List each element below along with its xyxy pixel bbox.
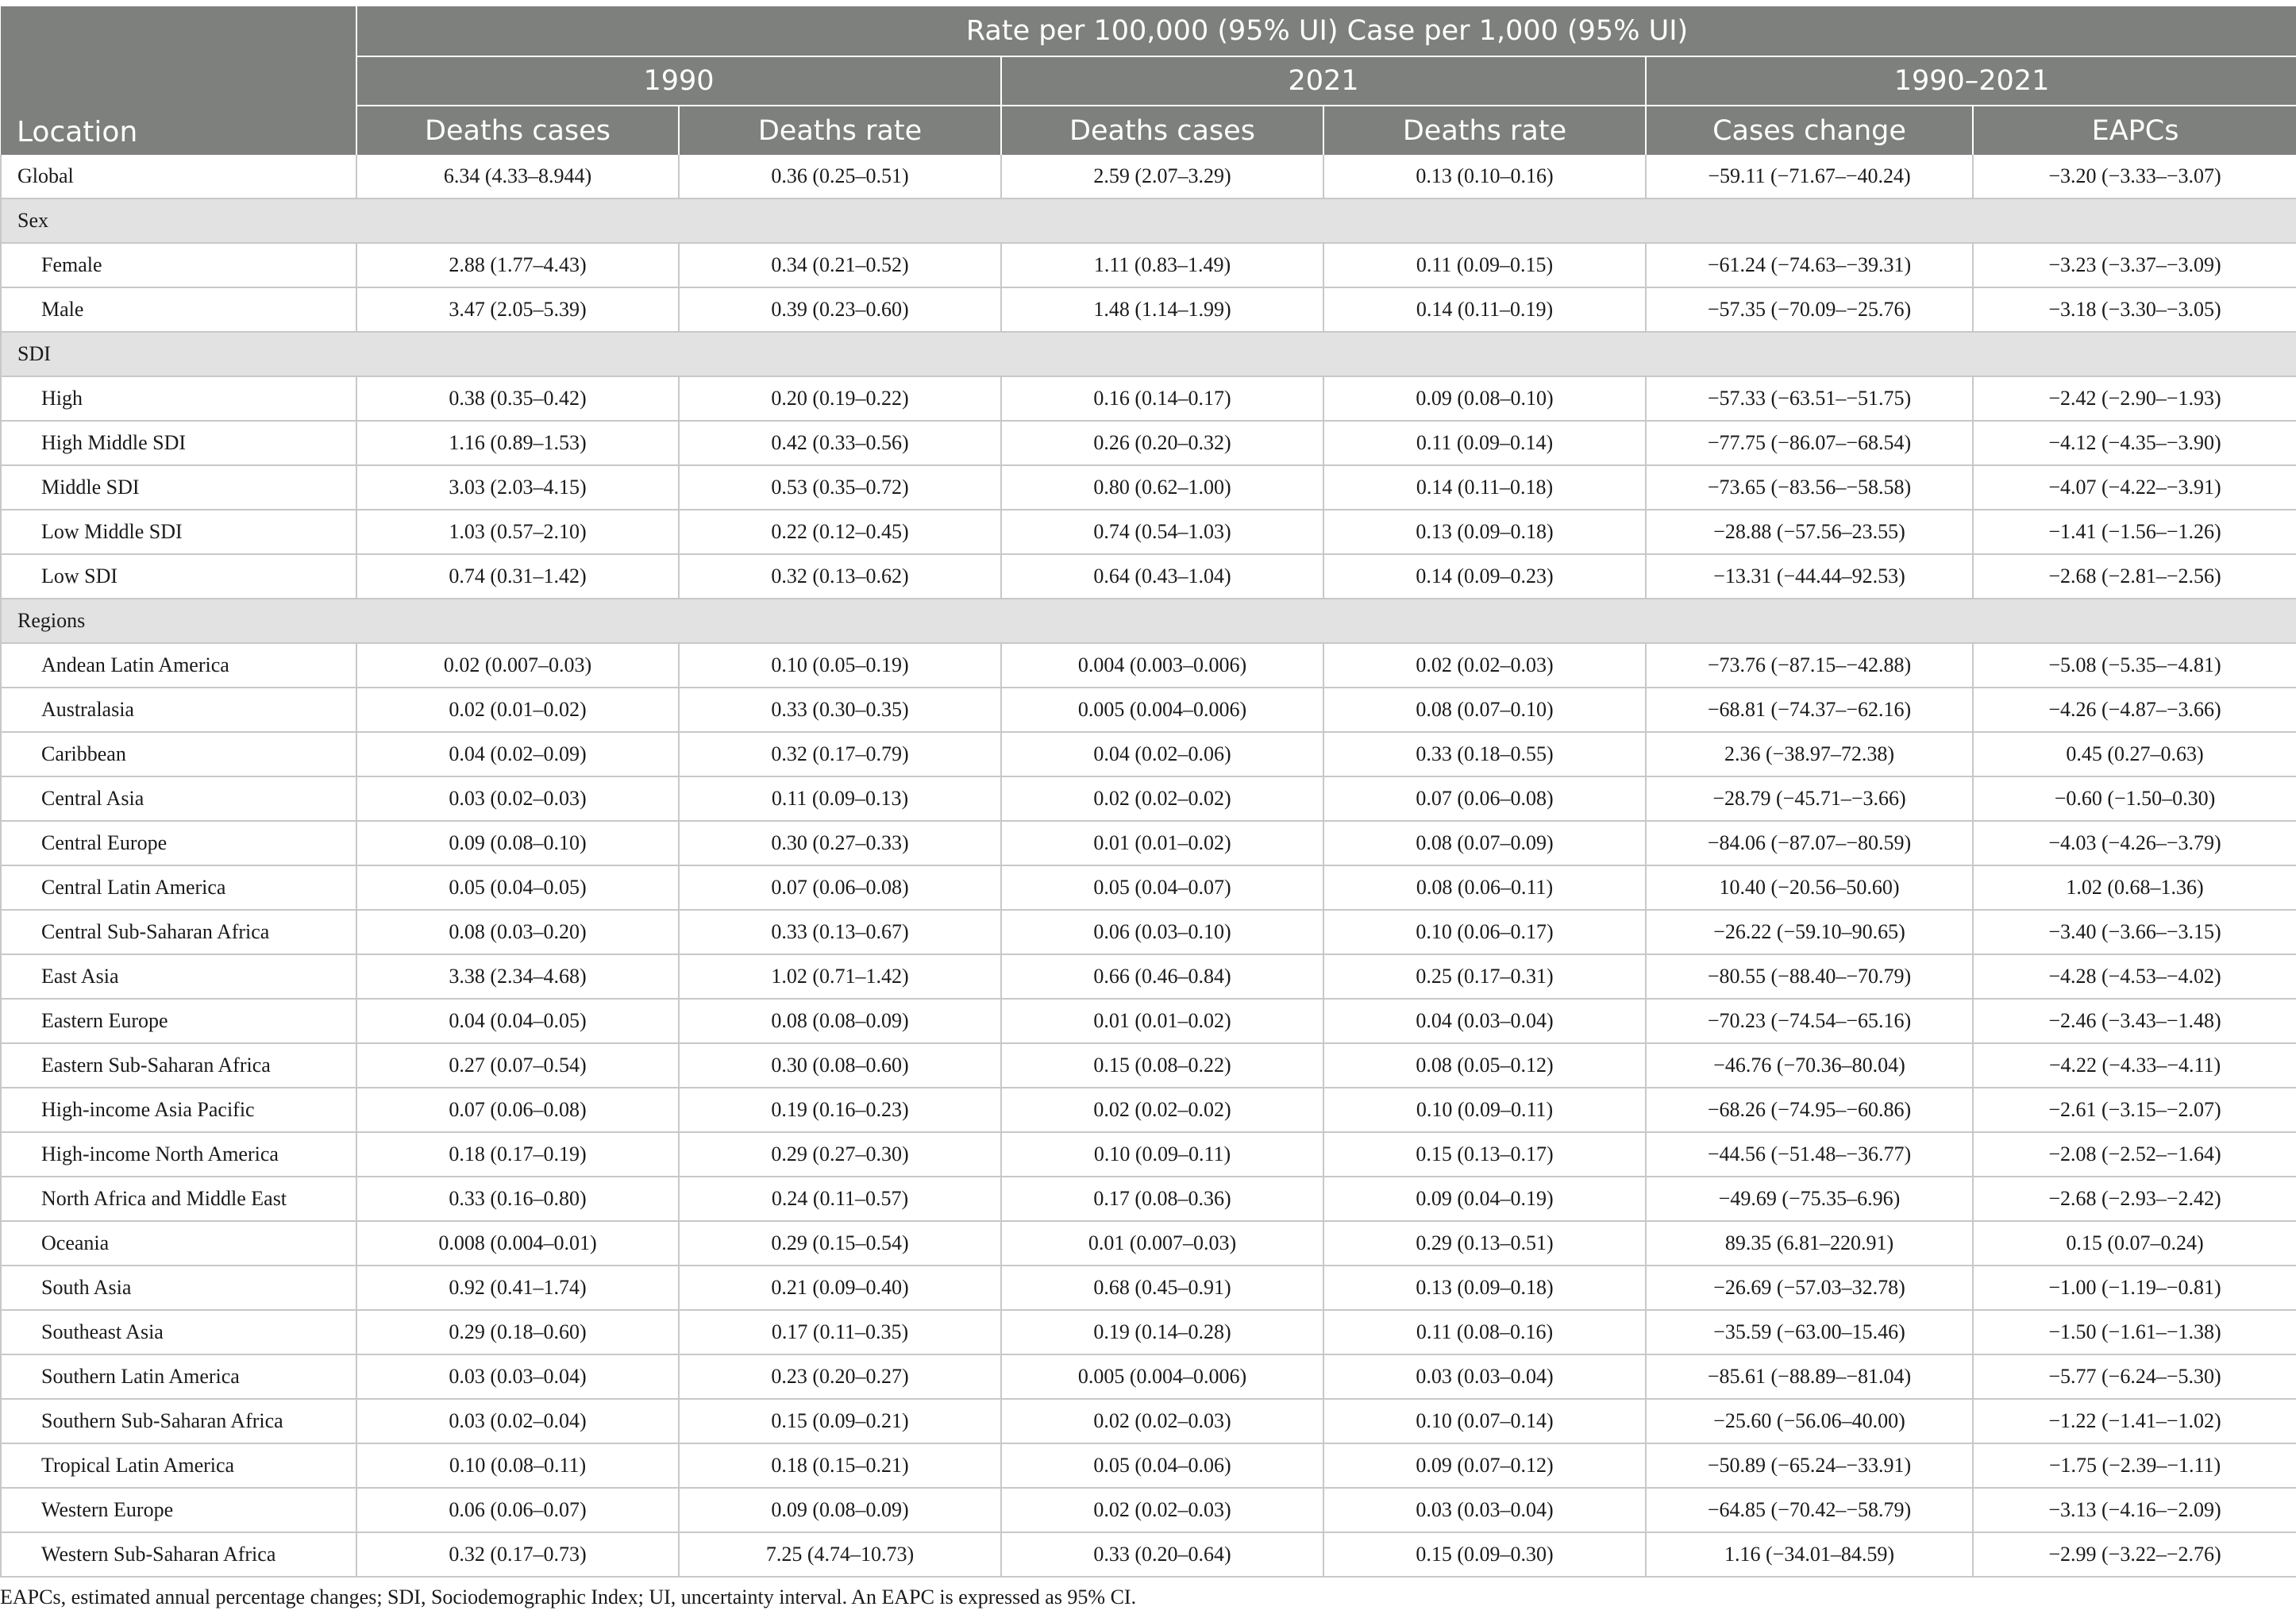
- value-cell: 0.02 (0.02–0.03): [1323, 643, 1646, 688]
- value-cell: −3.13 (−4.16–−2.09): [1973, 1488, 2296, 1532]
- value-cell: 10.40 (−20.56–50.60): [1646, 865, 1973, 910]
- value-cell: 1.03 (0.57–2.10): [356, 510, 679, 554]
- value-cell: −1.50 (−1.61–−1.38): [1973, 1310, 2296, 1354]
- location-cell: Andean Latin America: [1, 643, 356, 688]
- table-row: [1, 1132, 2296, 1177]
- value-cell: −3.23 (−3.37–−3.09): [1973, 243, 2296, 287]
- value-cell: −80.55 (−88.40–−70.79): [1646, 954, 1973, 999]
- value-cell: 0.20 (0.19–0.22): [679, 376, 1001, 421]
- value-cell: 0.09 (0.08–0.09): [679, 1488, 1001, 1532]
- value-cell: 0.21 (0.09–0.40): [679, 1266, 1001, 1310]
- location-cell: Low Middle SDI: [1, 510, 356, 554]
- value-cell: 2.88 (1.77–4.43): [356, 243, 679, 287]
- value-cell: 0.14 (0.11–0.19): [1323, 287, 1646, 332]
- location-cell: Southern Latin America: [1, 1354, 356, 1399]
- value-cell: 0.09 (0.08–0.10): [1323, 376, 1646, 421]
- value-cell: 0.34 (0.21–0.52): [679, 243, 1001, 287]
- value-cell: 0.02 (0.02–0.02): [1001, 776, 1323, 821]
- data-table-container: [0, 6, 2296, 1578]
- value-cell: 0.10 (0.09–0.11): [1323, 1088, 1646, 1132]
- location-cell: Australasia: [1, 688, 356, 732]
- value-cell: 0.32 (0.17–0.79): [679, 732, 1001, 776]
- value-cell: 0.29 (0.18–0.60): [356, 1310, 679, 1354]
- location-cell: Southeast Asia: [1, 1310, 356, 1354]
- value-cell: 2.59 (2.07–3.29): [1001, 155, 1323, 198]
- column-header: EAPCs: [1973, 106, 2296, 155]
- value-cell: 0.03 (0.02–0.03): [356, 776, 679, 821]
- table-row: [1, 554, 2296, 599]
- value-cell: −2.46 (−3.43–−1.48): [1973, 999, 2296, 1043]
- value-cell: −77.75 (−86.07–−68.54): [1646, 421, 1973, 465]
- table-row: [1, 1221, 2296, 1266]
- table-row: [1, 821, 2296, 865]
- value-cell: 0.08 (0.05–0.12): [1323, 1043, 1646, 1088]
- column-header: Deaths cases: [1001, 106, 1323, 155]
- value-cell: −4.03 (−4.26–−3.79): [1973, 821, 2296, 865]
- value-cell: 0.19 (0.16–0.23): [679, 1088, 1001, 1132]
- value-cell: 0.38 (0.35–0.42): [356, 376, 679, 421]
- value-cell: −28.88 (−57.56–23.55): [1646, 510, 1973, 554]
- value-cell: 0.005 (0.004–0.006): [1001, 1354, 1323, 1399]
- value-cell: −70.23 (−74.54–−65.16): [1646, 999, 1973, 1043]
- value-cell: 0.92 (0.41–1.74): [356, 1266, 679, 1310]
- location-cell: Central Sub-Saharan Africa: [1, 910, 356, 954]
- value-cell: 0.14 (0.09–0.23): [1323, 554, 1646, 599]
- value-cell: 0.29 (0.13–0.51): [1323, 1221, 1646, 1266]
- value-cell: −0.60 (−1.50–0.30): [1973, 776, 2296, 821]
- value-cell: 0.18 (0.17–0.19): [356, 1132, 679, 1177]
- table-row: [1, 1443, 2296, 1488]
- value-cell: 1.48 (1.14–1.99): [1001, 287, 1323, 332]
- value-cell: 0.66 (0.46–0.84): [1001, 954, 1323, 999]
- value-cell: 0.07 (0.06–0.08): [1323, 776, 1646, 821]
- value-cell: 0.03 (0.02–0.04): [356, 1399, 679, 1443]
- value-cell: 0.10 (0.07–0.14): [1323, 1399, 1646, 1443]
- value-cell: 1.16 (−34.01–84.59): [1646, 1532, 1973, 1577]
- value-cell: 0.08 (0.03–0.20): [356, 910, 679, 954]
- value-cell: 0.17 (0.11–0.35): [679, 1310, 1001, 1354]
- value-cell: 0.11 (0.09–0.13): [679, 776, 1001, 821]
- value-cell: 0.26 (0.20–0.32): [1001, 421, 1323, 465]
- value-cell: 0.11 (0.08–0.16): [1323, 1310, 1646, 1354]
- location-cell: Eastern Sub-Saharan Africa: [1, 1043, 356, 1088]
- value-cell: 0.13 (0.09–0.18): [1323, 510, 1646, 554]
- table-row: [1, 243, 2296, 287]
- table-row: [1, 1043, 2296, 1088]
- column-header: Deaths cases: [356, 106, 679, 155]
- value-cell: 0.15 (0.07–0.24): [1973, 1221, 2296, 1266]
- table-row: [1, 155, 2296, 198]
- value-cell: −5.08 (−5.35–−4.81): [1973, 643, 2296, 688]
- value-cell: 0.27 (0.07–0.54): [356, 1043, 679, 1088]
- value-cell: 0.80 (0.62–1.00): [1001, 465, 1323, 510]
- table-header: [1, 6, 2296, 155]
- value-cell: 0.16 (0.14–0.17): [1001, 376, 1323, 421]
- value-cell: −3.18 (−3.30–−3.05): [1973, 287, 2296, 332]
- value-cell: −85.61 (−88.89–−81.04): [1646, 1354, 1973, 1399]
- value-cell: 0.64 (0.43–1.04): [1001, 554, 1323, 599]
- location-cell: North Africa and Middle East: [1, 1177, 356, 1221]
- value-cell: 0.10 (0.09–0.11): [1001, 1132, 1323, 1177]
- value-cell: −68.81 (−74.37–−62.16): [1646, 688, 1973, 732]
- value-cell: 0.18 (0.15–0.21): [679, 1443, 1001, 1488]
- section-label: Regions: [1, 599, 2296, 643]
- table-row: [1, 465, 2296, 510]
- value-cell: 3.38 (2.34–4.68): [356, 954, 679, 999]
- table-row: [1, 1310, 2296, 1354]
- value-cell: 2.36 (−38.97–72.38): [1646, 732, 1973, 776]
- table-row: [1, 1088, 2296, 1132]
- column-header: Deaths rate: [679, 106, 1001, 155]
- column-header: Deaths rate: [1323, 106, 1646, 155]
- location-cell: Southern Sub-Saharan Africa: [1, 1399, 356, 1443]
- value-cell: 0.22 (0.12–0.45): [679, 510, 1001, 554]
- value-cell: −4.26 (−4.87–−3.66): [1973, 688, 2296, 732]
- table-row: [1, 910, 2296, 954]
- value-cell: 0.15 (0.08–0.22): [1001, 1043, 1323, 1088]
- value-cell: 0.30 (0.27–0.33): [679, 821, 1001, 865]
- value-cell: 0.29 (0.15–0.54): [679, 1221, 1001, 1266]
- location-cell: Oceania: [1, 1221, 356, 1266]
- value-cell: 0.09 (0.04–0.19): [1323, 1177, 1646, 1221]
- value-cell: 0.33 (0.18–0.55): [1323, 732, 1646, 776]
- value-cell: 0.13 (0.10–0.16): [1323, 155, 1646, 198]
- table-row: [1, 776, 2296, 821]
- value-cell: −2.61 (−3.15–−2.07): [1973, 1088, 2296, 1132]
- value-cell: 0.02 (0.02–0.03): [1001, 1488, 1323, 1532]
- value-cell: −49.69 (−75.35–6.96): [1646, 1177, 1973, 1221]
- value-cell: 0.04 (0.03–0.04): [1323, 999, 1646, 1043]
- value-cell: 0.53 (0.35–0.72): [679, 465, 1001, 510]
- value-cell: 0.03 (0.03–0.04): [1323, 1354, 1646, 1399]
- value-cell: 0.09 (0.07–0.12): [1323, 1443, 1646, 1488]
- value-cell: 0.10 (0.06–0.17): [1323, 910, 1646, 954]
- value-cell: −4.28 (−4.53–−4.02): [1973, 954, 2296, 999]
- table-row: [1, 1354, 2296, 1399]
- location-cell: High-income North America: [1, 1132, 356, 1177]
- value-cell: −26.22 (−59.10–90.65): [1646, 910, 1973, 954]
- value-cell: 0.33 (0.16–0.80): [356, 1177, 679, 1221]
- value-cell: 0.09 (0.08–0.10): [356, 821, 679, 865]
- value-cell: −25.60 (−56.06–40.00): [1646, 1399, 1973, 1443]
- table-row: [1, 643, 2296, 688]
- value-cell: 3.47 (2.05–5.39): [356, 287, 679, 332]
- table-row: [1, 688, 2296, 732]
- value-cell: 0.06 (0.03–0.10): [1001, 910, 1323, 954]
- value-cell: −3.20 (−3.33–−3.07): [1973, 155, 2296, 198]
- location-cell: Eastern Europe: [1, 999, 356, 1043]
- location-cell: Western Europe: [1, 1488, 356, 1532]
- value-cell: 1.02 (0.68–1.36): [1973, 865, 2296, 910]
- table-row: [1, 1532, 2296, 1577]
- value-cell: 1.11 (0.83–1.49): [1001, 243, 1323, 287]
- section-row: [1, 198, 2296, 243]
- value-cell: 0.13 (0.09–0.18): [1323, 1266, 1646, 1310]
- value-cell: −2.68 (−2.81–−2.56): [1973, 554, 2296, 599]
- location-cell: High: [1, 376, 356, 421]
- value-cell: −1.00 (−1.19–−0.81): [1973, 1266, 2296, 1310]
- location-column-header: Location: [1, 6, 356, 155]
- year-header-2021: 2021: [1001, 56, 1646, 106]
- value-cell: 0.33 (0.30–0.35): [679, 688, 1001, 732]
- value-cell: 0.06 (0.06–0.07): [356, 1488, 679, 1532]
- value-cell: 0.08 (0.06–0.11): [1323, 865, 1646, 910]
- value-cell: −59.11 (−71.67–−40.24): [1646, 155, 1973, 198]
- value-cell: −1.75 (−2.39–−1.11): [1973, 1443, 2296, 1488]
- table-row: [1, 1488, 2296, 1532]
- value-cell: 0.11 (0.09–0.14): [1323, 421, 1646, 465]
- value-cell: 0.03 (0.03–0.04): [1323, 1488, 1646, 1532]
- value-cell: 0.11 (0.09–0.15): [1323, 243, 1646, 287]
- value-cell: 0.23 (0.20–0.27): [679, 1354, 1001, 1399]
- value-cell: 0.02 (0.02–0.02): [1001, 1088, 1323, 1132]
- value-cell: 0.74 (0.31–1.42): [356, 554, 679, 599]
- value-cell: 0.01 (0.01–0.02): [1001, 821, 1323, 865]
- value-cell: 7.25 (4.74–10.73): [679, 1532, 1001, 1577]
- value-cell: −4.12 (−4.35–−3.90): [1973, 421, 2296, 465]
- value-cell: −61.24 (−74.63–−39.31): [1646, 243, 1973, 287]
- value-cell: 0.08 (0.07–0.10): [1323, 688, 1646, 732]
- value-cell: 0.04 (0.02–0.09): [356, 732, 679, 776]
- value-cell: 0.19 (0.14–0.28): [1001, 1310, 1323, 1354]
- value-cell: −44.56 (−51.48–−36.77): [1646, 1132, 1973, 1177]
- location-cell: Female: [1, 243, 356, 287]
- value-cell: 0.14 (0.11–0.18): [1323, 465, 1646, 510]
- table-row: [1, 1399, 2296, 1443]
- value-cell: −73.65 (−83.56–−58.58): [1646, 465, 1973, 510]
- value-cell: 0.29 (0.27–0.30): [679, 1132, 1001, 1177]
- value-cell: −28.79 (−45.71–−3.66): [1646, 776, 1973, 821]
- value-cell: 0.01 (0.007–0.03): [1001, 1221, 1323, 1266]
- value-cell: 1.02 (0.71–1.42): [679, 954, 1001, 999]
- column-header: Cases change: [1646, 106, 1973, 155]
- value-cell: 0.74 (0.54–1.03): [1001, 510, 1323, 554]
- value-cell: −57.33 (−63.51–−51.75): [1646, 376, 1973, 421]
- table-row: [1, 510, 2296, 554]
- section-label: SDI: [1, 332, 2296, 376]
- value-cell: 0.04 (0.02–0.06): [1001, 732, 1323, 776]
- value-cell: 0.33 (0.13–0.67): [679, 910, 1001, 954]
- table-body: [1, 155, 2296, 1577]
- location-cell: High-income Asia Pacific: [1, 1088, 356, 1132]
- value-cell: 0.02 (0.02–0.03): [1001, 1399, 1323, 1443]
- value-cell: −68.26 (−74.95–−60.86): [1646, 1088, 1973, 1132]
- location-cell: South Asia: [1, 1266, 356, 1310]
- table-row: [1, 1177, 2296, 1221]
- value-cell: −35.59 (−63.00–15.46): [1646, 1310, 1973, 1354]
- value-cell: −46.76 (−70.36–80.04): [1646, 1043, 1973, 1088]
- value-cell: −4.07 (−4.22–−3.91): [1973, 465, 2296, 510]
- location-cell: Caribbean: [1, 732, 356, 776]
- value-cell: 0.33 (0.20–0.64): [1001, 1532, 1323, 1577]
- value-cell: 0.17 (0.08–0.36): [1001, 1177, 1323, 1221]
- value-cell: 0.04 (0.04–0.05): [356, 999, 679, 1043]
- value-cell: −2.99 (−3.22–−2.76): [1973, 1532, 2296, 1577]
- value-cell: 0.004 (0.003–0.006): [1001, 643, 1323, 688]
- value-cell: 0.10 (0.08–0.11): [356, 1443, 679, 1488]
- value-cell: −2.42 (−2.90–−1.93): [1973, 376, 2296, 421]
- value-cell: 0.08 (0.08–0.09): [679, 999, 1001, 1043]
- data-table: [0, 6, 2296, 1578]
- location-cell: Central Europe: [1, 821, 356, 865]
- value-cell: 0.02 (0.01–0.02): [356, 688, 679, 732]
- table-row: [1, 1266, 2296, 1310]
- value-cell: −84.06 (−87.07–−80.59): [1646, 821, 1973, 865]
- value-cell: −64.85 (−70.42–−58.79): [1646, 1488, 1973, 1532]
- value-cell: 6.34 (4.33–8.944): [356, 155, 679, 198]
- table-row: [1, 954, 2296, 999]
- top-group-header: Rate per 100,000 (95% UI) Case per 1,000 (95% UI): [356, 6, 2296, 56]
- value-cell: −1.22 (−1.41–−1.02): [1973, 1399, 2296, 1443]
- value-cell: 0.02 (0.007–0.03): [356, 643, 679, 688]
- table-row: [1, 376, 2296, 421]
- location-cell: High Middle SDI: [1, 421, 356, 465]
- value-cell: −4.22 (−4.33–−4.11): [1973, 1043, 2296, 1088]
- value-cell: 0.08 (0.07–0.09): [1323, 821, 1646, 865]
- value-cell: 0.15 (0.09–0.30): [1323, 1532, 1646, 1577]
- value-cell: 0.32 (0.17–0.73): [356, 1532, 679, 1577]
- value-cell: 0.03 (0.03–0.04): [356, 1354, 679, 1399]
- location-cell: Male: [1, 287, 356, 332]
- table-row: [1, 421, 2296, 465]
- value-cell: −50.89 (−65.24–−33.91): [1646, 1443, 1973, 1488]
- table-row: [1, 732, 2296, 776]
- value-cell: 0.10 (0.05–0.19): [679, 643, 1001, 688]
- location-cell: Western Sub-Saharan Africa: [1, 1532, 356, 1577]
- value-cell: −13.31 (−44.44–92.53): [1646, 554, 1973, 599]
- value-cell: 0.07 (0.06–0.08): [679, 865, 1001, 910]
- location-cell: Tropical Latin America: [1, 1443, 356, 1488]
- value-cell: 0.25 (0.17–0.31): [1323, 954, 1646, 999]
- value-cell: 0.30 (0.08–0.60): [679, 1043, 1001, 1088]
- value-cell: 0.15 (0.09–0.21): [679, 1399, 1001, 1443]
- value-cell: −3.40 (−3.66–−3.15): [1973, 910, 2296, 954]
- value-cell: 0.42 (0.33–0.56): [679, 421, 1001, 465]
- table-footnote: EAPCs, estimated annual percentage changes; SDI, Sociodemographic Index; UI, uncertainty interval. An EAPC is expressed as 95% CI.: [0, 1585, 1137, 1609]
- section-row: [1, 332, 2296, 376]
- section-label: Sex: [1, 198, 2296, 243]
- table-row: [1, 287, 2296, 332]
- value-cell: 1.16 (0.89–1.53): [356, 421, 679, 465]
- value-cell: 0.05 (0.04–0.05): [356, 865, 679, 910]
- value-cell: 0.07 (0.06–0.08): [356, 1088, 679, 1132]
- location-cell: Central Asia: [1, 776, 356, 821]
- value-cell: 0.01 (0.01–0.02): [1001, 999, 1323, 1043]
- table-row: [1, 865, 2296, 910]
- value-cell: 0.15 (0.13–0.17): [1323, 1132, 1646, 1177]
- value-cell: 3.03 (2.03–4.15): [356, 465, 679, 510]
- value-cell: −2.08 (−2.52–−1.64): [1973, 1132, 2296, 1177]
- value-cell: 0.32 (0.13–0.62): [679, 554, 1001, 599]
- value-cell: 0.68 (0.45–0.91): [1001, 1266, 1323, 1310]
- location-cell: Middle SDI: [1, 465, 356, 510]
- value-cell: 0.24 (0.11–0.57): [679, 1177, 1001, 1221]
- table-row: [1, 999, 2296, 1043]
- location-cell: Low SDI: [1, 554, 356, 599]
- value-cell: 0.36 (0.25–0.51): [679, 155, 1001, 198]
- value-cell: −2.68 (−2.93–−2.42): [1973, 1177, 2296, 1221]
- value-cell: −73.76 (−87.15–−42.88): [1646, 643, 1973, 688]
- value-cell: 0.45 (0.27–0.63): [1973, 732, 2296, 776]
- value-cell: 0.008 (0.004–0.01): [356, 1221, 679, 1266]
- location-cell: Global: [1, 155, 356, 198]
- value-cell: −5.77 (−6.24–−5.30): [1973, 1354, 2296, 1399]
- value-cell: −57.35 (−70.09–−25.76): [1646, 287, 1973, 332]
- value-cell: 0.39 (0.23–0.60): [679, 287, 1001, 332]
- value-cell: 89.35 (6.81–220.91): [1646, 1221, 1973, 1266]
- year-header-1990: 1990: [356, 56, 1001, 106]
- value-cell: 0.005 (0.004–0.006): [1001, 688, 1323, 732]
- section-row: [1, 599, 2296, 643]
- value-cell: 0.05 (0.04–0.07): [1001, 865, 1323, 910]
- value-cell: −26.69 (−57.03–32.78): [1646, 1266, 1973, 1310]
- location-cell: East Asia: [1, 954, 356, 999]
- value-cell: −1.41 (−1.56–−1.26): [1973, 510, 2296, 554]
- year-header-change: 1990–2021: [1646, 56, 2296, 106]
- location-cell: Central Latin America: [1, 865, 356, 910]
- value-cell: 0.05 (0.04–0.06): [1001, 1443, 1323, 1488]
